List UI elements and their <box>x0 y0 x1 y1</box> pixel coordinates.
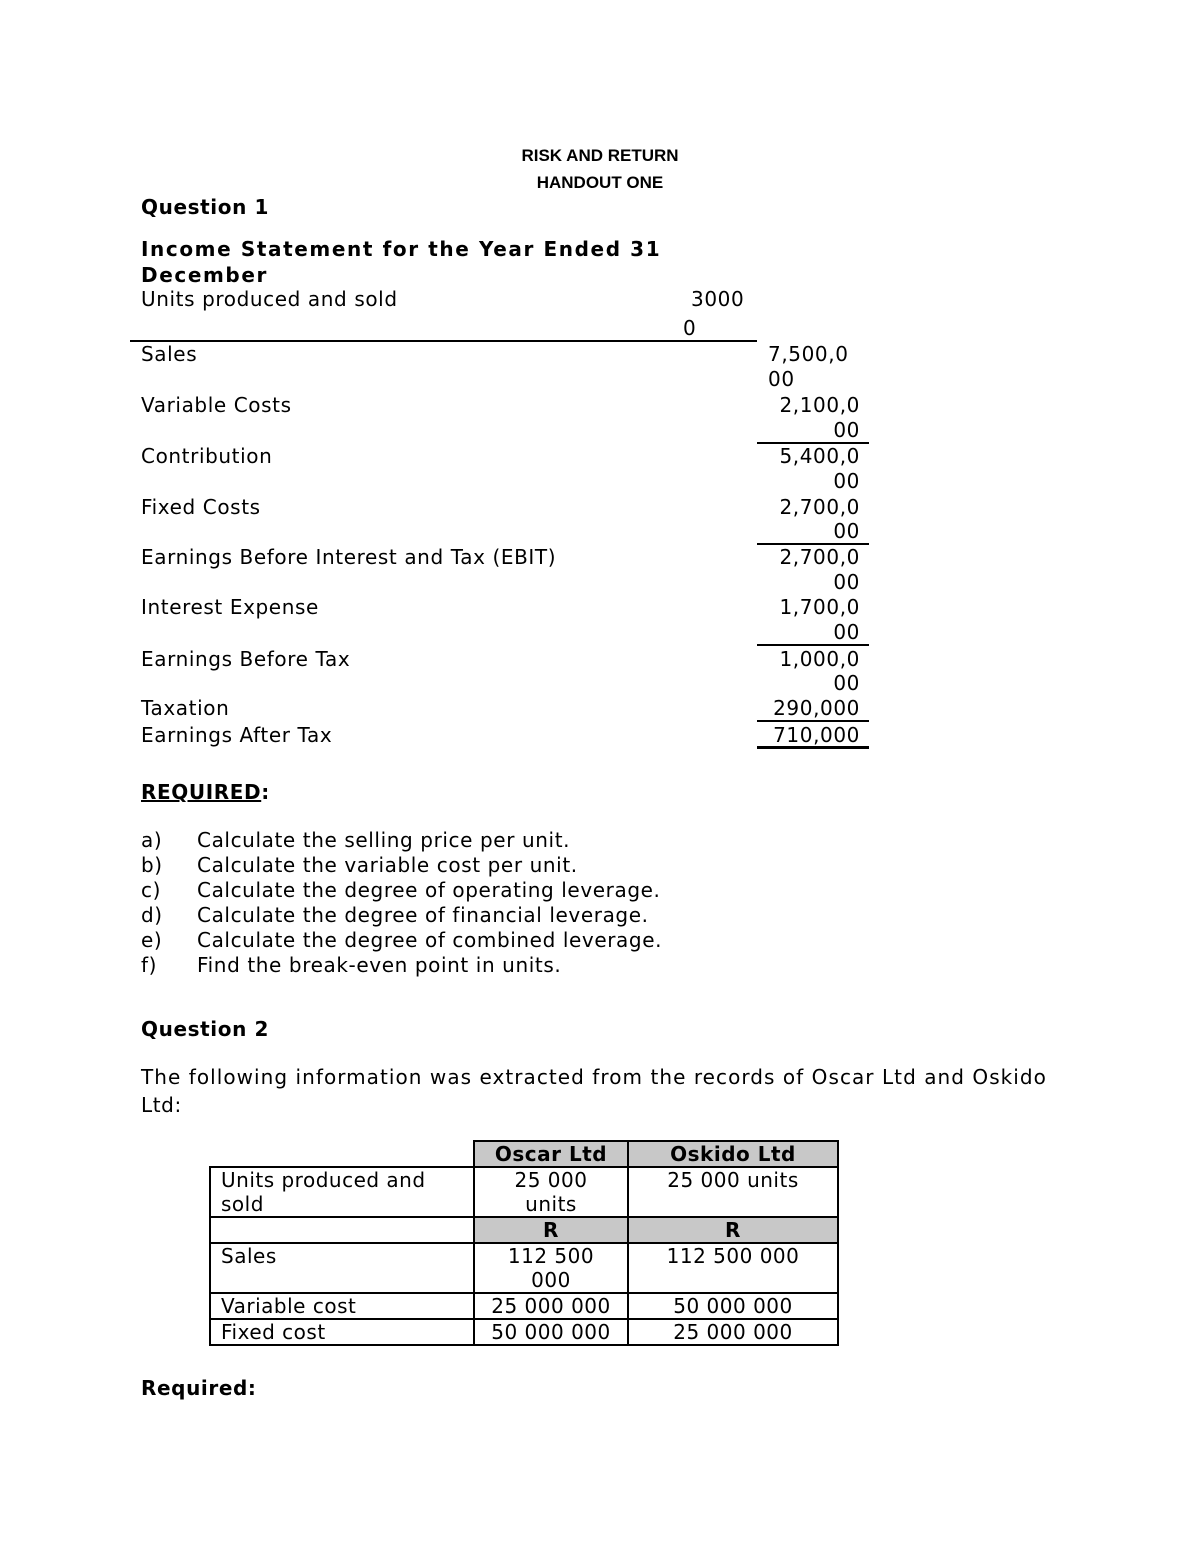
required-heading-text: REQUIRED <box>141 780 262 804</box>
statement-title-line-2: December <box>141 263 268 287</box>
row-label-sales: Sales <box>210 1243 474 1293</box>
company-comparison-table <box>209 1140 839 1346</box>
document-title: RISK AND RETURN <box>521 146 679 165</box>
row-label-sales: Sales <box>141 342 198 366</box>
item-letter: d) <box>141 903 163 927</box>
question-1-heading: Question 1 <box>141 195 269 219</box>
row-label-contribution: Contribution <box>141 444 273 468</box>
cell-units-oskido: 25 000 units <box>628 1167 838 1217</box>
units-value-line-2: 0 <box>683 316 697 340</box>
sales-oscar-line-2: 000 <box>531 1268 571 1292</box>
units-label-line-2: sold <box>221 1192 264 1216</box>
row-label-fixed-costs: Fixed Costs <box>141 495 261 519</box>
units-oscar-line-1: 25 000 <box>514 1168 588 1192</box>
question-2-intro-line-2: Ltd: <box>141 1093 182 1117</box>
table-corner-cell <box>210 1141 474 1167</box>
subtotal-line <box>757 644 869 646</box>
cell-variable-oscar: 25 000 000 <box>474 1293 628 1319</box>
row-label-taxation: Taxation <box>141 696 230 720</box>
required-heading <box>141 780 270 805</box>
row-value-earnings-before-tax-wrap: 00 <box>833 671 860 695</box>
row-value-earnings-after-tax: 710,000 <box>773 723 860 747</box>
row-value-taxation: 290,000 <box>773 696 860 720</box>
total-double-line <box>757 746 869 749</box>
row-label-earnings-after-tax: Earnings After Tax <box>141 723 333 747</box>
question-2-required: Required: <box>141 1376 257 1400</box>
table-row <box>210 1243 838 1293</box>
row-label-variable-cost: Variable cost <box>210 1293 474 1319</box>
required-heading-colon: : <box>261 780 270 804</box>
item-letter: b) <box>141 853 163 877</box>
item-text: Calculate the selling price per unit. <box>197 828 571 852</box>
row-value-contribution: 5,400,0 <box>779 444 860 468</box>
row-label-fixed-cost: Fixed cost <box>210 1319 474 1345</box>
table-row <box>210 1293 838 1319</box>
row-value-interest-expense-wrap: 00 <box>833 620 860 644</box>
cell-variable-oskido: 50 000 000 <box>628 1293 838 1319</box>
cell-sales-oskido: 112 500 000 <box>628 1243 838 1293</box>
row-value-ebit: 2,700,0 <box>779 545 860 569</box>
currency-oscar: R <box>474 1217 628 1243</box>
table-row <box>210 1167 838 1217</box>
column-header-oscar: Oscar Ltd <box>474 1141 628 1167</box>
item-text: Calculate the degree of operating leverage. <box>197 878 661 902</box>
row-label-earnings-before-tax: Earnings Before Tax <box>141 647 351 671</box>
units-oscar-line-2: units <box>525 1192 577 1216</box>
question-2-heading: Question 2 <box>141 1017 269 1041</box>
row-value-earnings-before-tax: 1,000,0 <box>779 647 860 671</box>
currency-oskido: R <box>628 1217 838 1243</box>
table-row-currency <box>210 1217 838 1243</box>
row-value-sales: 7,500,0 <box>768 342 849 366</box>
units-label: Units produced and sold <box>141 287 398 311</box>
row-value-interest-expense: 1,700,0 <box>779 595 860 619</box>
item-text: Find the break-even point in units. <box>197 953 562 977</box>
row-label-ebit: Earnings Before Interest and Tax (EBIT) <box>141 545 557 569</box>
row-label-variable-costs: Variable Costs <box>141 393 292 417</box>
row-value-fixed-costs: 2,700,0 <box>779 495 860 519</box>
item-letter: e) <box>141 928 163 952</box>
item-letter: c) <box>141 878 161 902</box>
units-label-line-1: Units produced and <box>221 1168 426 1192</box>
statement-title-line-1: Income Statement for the Year Ended 31 <box>141 237 662 261</box>
row-value-sales-wrap: 00 <box>768 367 795 391</box>
row-value-variable-costs: 2,100,0 <box>779 393 860 417</box>
row-value-ebit-wrap: 00 <box>833 570 860 594</box>
cell-units-oscar <box>474 1167 628 1217</box>
row-value-variable-costs-wrap: 00 <box>833 418 860 442</box>
currency-label-cell <box>210 1217 474 1243</box>
row-value-contribution-wrap: 00 <box>833 469 860 493</box>
question-2-intro-line-1: The following information was extracted from the records of Oscar Ltd and Oskido <box>141 1065 1047 1089</box>
subtotal-line <box>757 720 869 722</box>
item-letter: a) <box>141 828 163 852</box>
row-value-fixed-costs-wrap: 00 <box>833 519 860 543</box>
row-label-interest-expense: Interest Expense <box>141 595 319 619</box>
statement-divider <box>130 340 757 342</box>
item-text: Calculate the degree of combined leverage. <box>197 928 663 952</box>
item-letter: f) <box>141 953 158 977</box>
column-header-oskido: Oskido Ltd <box>628 1141 838 1167</box>
item-text: Calculate the variable cost per unit. <box>197 853 578 877</box>
cell-sales-oscar <box>474 1243 628 1293</box>
cell-fixed-oscar: 50 000 000 <box>474 1319 628 1345</box>
table-header-row <box>210 1141 838 1167</box>
units-value-line-1: 3000 <box>691 287 745 311</box>
sales-oscar-line-1: 112 500 <box>507 1244 595 1268</box>
document-subtitle: HANDOUT ONE <box>536 173 664 192</box>
row-label-units <box>210 1167 474 1217</box>
cell-fixed-oskido: 25 000 000 <box>628 1319 838 1345</box>
item-text: Calculate the degree of financial leverage. <box>197 903 649 927</box>
table-row <box>210 1319 838 1345</box>
